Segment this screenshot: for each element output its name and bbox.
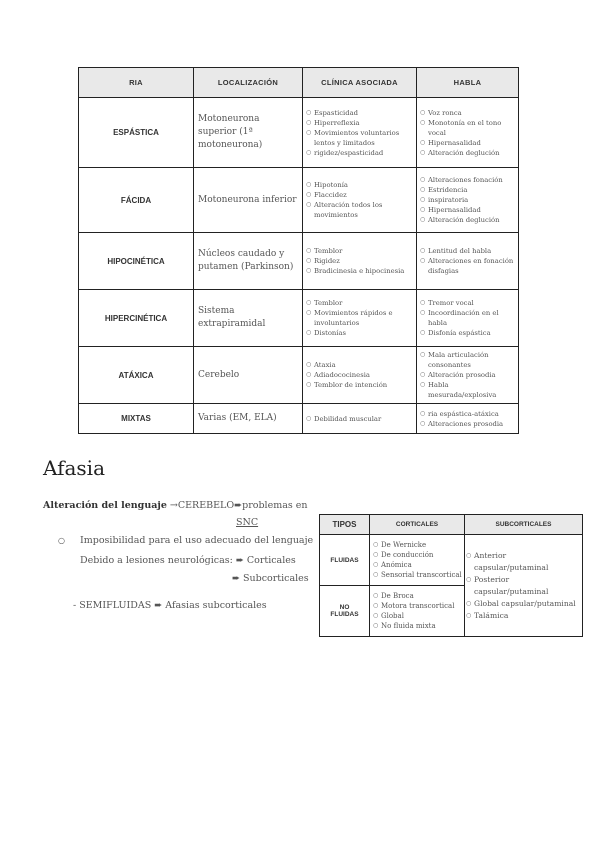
ria-localizacion: Sistema extrapiramidal [194,290,303,347]
ria-type-name: FÁCIDA [79,168,194,233]
ria-localizacion: Motoneurona superior (1ª motoneurona) [194,98,303,168]
subcortical-item: ○ Global capsular/putaminal [466,598,581,610]
ria-habla [417,98,519,168]
ria-type-name: HIPERCINÉTICA [79,290,194,347]
afasia-line-subcorticales: ➨ Subcorticales [232,573,309,584]
clinica-item: ○ Flaccidez [306,190,414,200]
habla-item: ○ Hipernasalidad [420,138,516,148]
ria-type-name: ESPÁSTICA [79,98,194,168]
tipo-no-fluidas-line2: FLUIDAS [330,611,359,618]
ria-localizacion: Núcleos caudado y putamen (Parkinson) [194,233,303,290]
afasia-line-imposibilidad: Imposibilidad para el uso adecuado del lenguaje [80,535,314,546]
ria-habla [417,404,519,434]
habla-item: ○ Alteración deglución [420,215,516,225]
tipo-fluidas: FLUIDAS [320,535,370,586]
clinica-item: ○ Debilidad muscular [306,414,414,424]
clinica-item: ○ Temblor de intención [306,380,414,390]
ria-type-name: HIPOCINÉTICA [79,233,194,290]
clinica-item: ○ Movimientos rápidos e involuntarios [306,308,414,328]
subcortical-item: ○ Talámica [466,610,581,622]
ria-habla [417,347,519,404]
habla-item: ○ Lentitud del habla [420,246,516,256]
habla-item: ○ inspiratoria [420,195,516,205]
table-row [79,290,519,347]
ria-type-name: MIXTAS [79,404,194,434]
habla-item: ○ Tremor vocal [420,298,516,308]
cortical-item: ○ Sensorial transcortical [373,570,463,580]
habla-item: ○ Mala articulación consonantes [420,350,516,370]
habla-item: ○ Hipernasalidad [420,205,516,215]
clinica-item: ○ Espasticidad [306,108,414,118]
header-corticales: CORTICALES [370,515,465,535]
header-clinica: CLÍNICA ASOCIADA [303,68,417,98]
clinica-item: ○ Rigidez [306,256,414,266]
tipo-no-fluidas [320,586,370,637]
clinica-item: ○ Movimientos voluntarios lentos y limitados [306,128,414,148]
header-localizacion: LOCALIZACIÓN [194,68,303,98]
habla-item: ○ Estridencia [420,185,516,195]
subcortical-item: ○ Posterior capsular/putaminal [466,574,581,598]
ria-table [78,67,519,434]
cortical-item: ○ Motora transcortical [373,601,463,611]
table-row [79,168,519,233]
subcorticales-cell [465,535,583,637]
cortical-item: ○ De Broca [373,591,463,601]
clinica-item: ○ Bradicinesia e hipocinesia [306,266,414,276]
clinica-item: ○ Ataxia [306,360,414,370]
afasia-line-lesiones: Debido a lesiones neurológicas: ➨ Corticales [80,555,296,566]
tipos-header-row [320,515,583,535]
subcortical-item: ○ Anterior capsular/putaminal [466,550,581,574]
tipos-row-fluidas [320,535,583,586]
tipo-no-fluidas-line1: NO [339,604,350,611]
habla-item: ○ Alteraciones en fonación disfagias [420,256,516,276]
ria-localizacion: Motoneurona inferior [194,168,303,233]
table-row [79,347,519,404]
header-habla: HABLA [417,68,519,98]
ria-clinica [303,168,417,233]
definition-bold: Alteración del lenguaje [43,500,167,511]
table-row [79,233,519,290]
habla-item: ○ Alteraciones prosodia [420,419,516,429]
ria-habla [417,168,519,233]
header-subcorticales: SUBCORTICALES [465,515,583,535]
clinica-item: ○ rigidez/espasticidad [306,148,414,158]
cortical-item: ○ Global [373,611,463,621]
habla-item: ○ Incoordinación en el habla [420,308,516,328]
cortical-item: ○ De Wernicke [373,540,463,550]
ria-clinica [303,233,417,290]
cortical-item: ○ Anómica [373,560,463,570]
habla-item: ○ ria espástica-atáxica [420,409,516,419]
ria-localizacion: Cerebelo [194,347,303,404]
bullet-icon: ○ [58,536,65,545]
ria-clinica [303,347,417,404]
clinica-item: ○ Temblor [306,246,414,256]
cortical-item: ○ De conducción [373,550,463,560]
afasia-line-semifluidas: - SEMIFLUIDAS ➨ Afasias subcorticales [73,600,267,611]
clinica-item: ○ Adiadococinesia [306,370,414,380]
clinica-item: ○ Hiperreflexia [306,118,414,128]
table-row [79,98,519,168]
ria-clinica [303,404,417,434]
habla-item: ○ Alteraciones fonación [420,175,516,185]
clinica-item: ○ Alteración todos los movimientos [306,200,414,220]
habla-item: ○ Monotonía en el tono vocal [420,118,516,138]
habla-item: ○ Voz ronca [420,108,516,118]
cortical-item: ○ No fluida mixta [373,621,463,631]
snc-label: SNC [236,517,259,528]
header-tipos: TIPOS [320,515,370,535]
ria-clinica [303,290,417,347]
no-fluidas-corticales [370,586,465,637]
habla-item: ○ Alteración prosodia [420,370,516,380]
afasia-definition [43,500,308,511]
clinica-item: ○ Temblor [306,298,414,308]
habla-item: ○ Habla mesurada/explosiva [420,380,516,400]
clinica-item: ○ Hipotonía [306,180,414,190]
afasia-title: Afasia [43,456,106,480]
header-ria: RIA [79,68,194,98]
definition-rest: →CEREBELO➨problemas en [166,500,308,511]
table-header-row [79,68,519,98]
table-row [79,404,519,434]
ria-clinica [303,98,417,168]
ria-localizacion: Varias (EM, ELA) [194,404,303,434]
clinica-item: ○ Distonías [306,328,414,338]
ria-habla [417,290,519,347]
habla-item: ○ Disfonía espástica [420,328,516,338]
tipos-table [319,514,583,637]
habla-item: ○ Alteración deglución [420,148,516,158]
ria-type-name: ATÁXICA [79,347,194,404]
fluidas-corticales [370,535,465,586]
ria-habla [417,233,519,290]
